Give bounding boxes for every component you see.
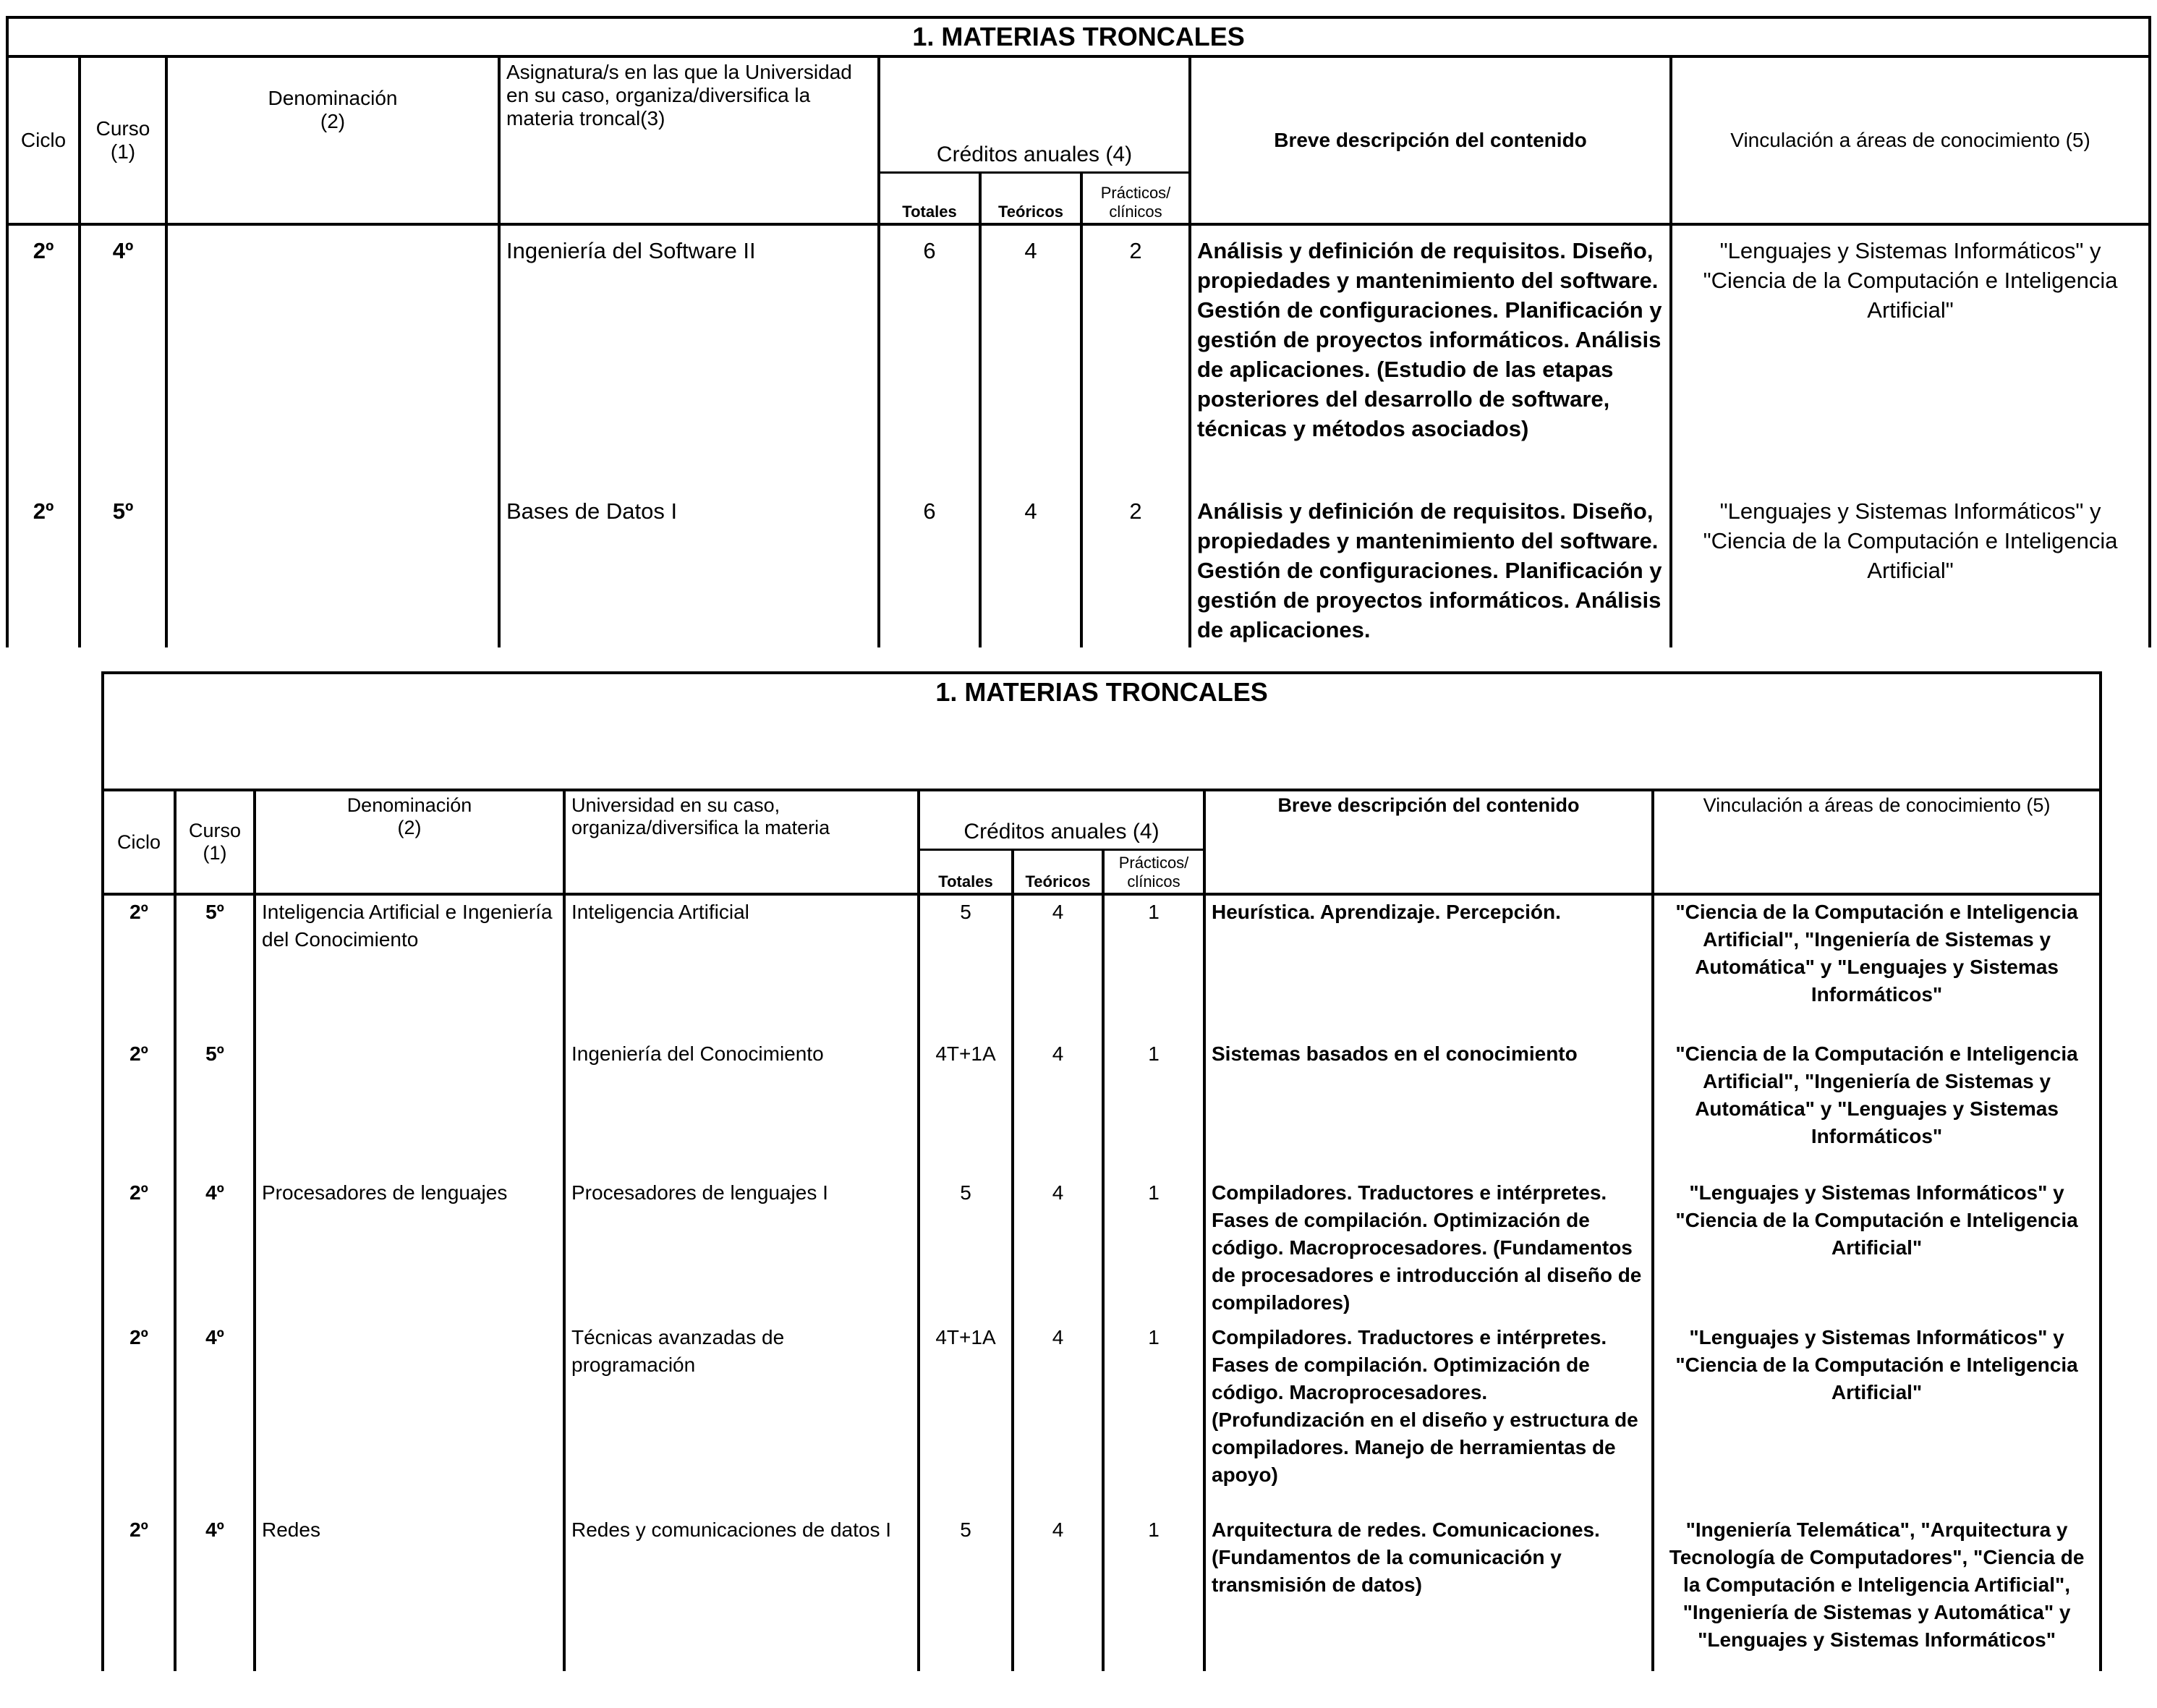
cell-denominacion: Inteligencia Artificial e Ingeniería del Conocimiento (255, 894, 564, 1037)
header-asignatura: Asignatura/s en las que la Universidad en su caso, organiza/diversifica la materia troncal(3) (499, 56, 879, 224)
header-creditos: Créditos anuales (4) (919, 790, 1204, 849)
cell-curso: 5º (80, 486, 166, 647)
cell-vinculacion: "Ciencia de la Computación e Inteligencia Artificial", "Ingeniería de Sistemas y Automática" y "Lenguajes y Sistemas Informáticos" (1653, 894, 2101, 1037)
troncales-table-1 (6, 16, 2151, 647)
cell-denominacion (166, 224, 499, 486)
cell-curso: 5º (175, 1037, 255, 1176)
header-asignatura: Universidad en su caso, organiza/diversifica la materia (564, 790, 919, 894)
header-vinculacion: Vinculación a áreas de conocimiento (5) (1671, 56, 2150, 224)
cell-teoricos: 4 (1013, 1037, 1103, 1176)
cell-denominacion: Procesadores de lenguajes (255, 1176, 564, 1321)
header-totales: Totales (879, 172, 980, 224)
cell-denominacion (255, 1321, 564, 1513)
cell-curso: 4º (175, 1321, 255, 1513)
cell-ciclo: 2º (7, 486, 80, 647)
cell-asignatura: Bases de Datos I (499, 486, 879, 647)
cell-curso: 4º (175, 1513, 255, 1671)
cell-practicos: 1 (1103, 1176, 1204, 1321)
cell-vinculacion: "Ingeniería Telemática", "Arquitectura y Tecnología de Computadores", "Ciencia de la Computación e Inteligencia Artificial", "Ingeniería de Sistemas y Automática" y "Lenguajes y Sistemas Informáticos" (1653, 1513, 2101, 1671)
header-curso: Curso (1) (175, 790, 255, 894)
header-practicos: Prácticos/ clínicos (1081, 172, 1190, 224)
cell-teoricos: 4 (1013, 1176, 1103, 1321)
cell-teoricos: 4 (980, 224, 1081, 486)
cell-teoricos: 4 (980, 486, 1081, 647)
table-row (103, 1321, 2101, 1513)
header-curso: Curso (1) (80, 56, 166, 224)
cell-denominacion (166, 486, 499, 647)
cell-descripcion: Compiladores. Traductores e intérpretes. Fases de compilación. Optimización de código. Macroprocesadores. (Profundización en el diseño y estructura de compiladores. Manejo de herramientas de apoyo) (1204, 1321, 1653, 1513)
table-title: 1. MATERIAS TRONCALES (7, 17, 2150, 56)
cell-curso: 4º (80, 224, 166, 486)
header-practicos: Prácticos/ clínicos (1103, 849, 1204, 894)
cell-descripcion: Análisis y definición de requisitos. Diseño, propiedades y mantenimiento del software. Gestión de configuraciones. Planificación y gestión de proyectos informáticos. Análisis de aplicaciones. (Estudio de las etapas posteriores del desarrollo de software, técnicas y métodos asociados) (1190, 224, 1671, 486)
cell-practicos: 1 (1103, 1513, 1204, 1671)
cell-totales: 4T+1A (919, 1037, 1013, 1176)
cell-totales: 5 (919, 1513, 1013, 1671)
cell-asignatura: Procesadores de lenguajes I (564, 1176, 919, 1321)
cell-descripcion: Heurística. Aprendizaje. Percepción. (1204, 894, 1653, 1037)
cell-practicos: 1 (1103, 894, 1204, 1037)
cell-ciclo: 2º (7, 224, 80, 486)
troncales-table-2 (101, 671, 2102, 1671)
cell-practicos: 1 (1103, 1037, 1204, 1176)
cell-descripcion: Sistemas basados en el conocimiento (1204, 1037, 1653, 1176)
cell-ciclo: 2º (103, 1037, 175, 1176)
cell-asignatura: Ingeniería del Software II (499, 224, 879, 486)
cell-totales: 6 (879, 486, 980, 647)
cell-descripcion: Análisis y definición de requisitos. Diseño, propiedades y mantenimiento del software. Gestión de configuraciones. Planificación y gestión de proyectos informáticos. Análisis de aplicaciones. (1190, 486, 1671, 647)
cell-totales: 6 (879, 224, 980, 486)
cell-totales: 4T+1A (919, 1321, 1013, 1513)
header-denominacion: Denominación (2) (255, 790, 564, 894)
header-totales: Totales (919, 849, 1013, 894)
cell-teoricos: 4 (1013, 1321, 1103, 1513)
cell-asignatura: Redes y comunicaciones de datos I (564, 1513, 919, 1671)
header-ciclo: Ciclo (103, 790, 175, 894)
cell-denominacion (255, 1037, 564, 1176)
cell-vinculacion: "Lenguajes y Sistemas Informáticos" y "Ciencia de la Computación e Inteligencia Artificial" (1671, 224, 2150, 486)
cell-descripcion: Arquitectura de redes. Comunicaciones. (Fundamentos de la comunicación y transmisión de datos) (1204, 1513, 1653, 1671)
cell-descripcion: Compiladores. Traductores e intérpretes. Fases de compilación. Optimización de código. Macroprocesadores. (Fundamentos de procesadores e introducción al diseño de compiladores) (1204, 1176, 1653, 1321)
cell-ciclo: 2º (103, 894, 175, 1037)
cell-curso: 4º (175, 1176, 255, 1321)
cell-practicos: 2 (1081, 486, 1190, 647)
table-row (103, 894, 2101, 1037)
cell-vinculacion: "Lenguajes y Sistemas Informáticos" y "Ciencia de la Computación e Inteligencia Artificial" (1653, 1321, 2101, 1513)
header-vinculacion: Vinculación a áreas de conocimiento (5) (1653, 790, 2101, 894)
table-title: 1. MATERIAS TRONCALES (103, 673, 2101, 790)
table-row (103, 1037, 2101, 1176)
cell-practicos: 1 (1103, 1321, 1204, 1513)
table-row (7, 224, 2150, 486)
header-denominacion: Denominación (2) (166, 56, 499, 224)
cell-asignatura: Inteligencia Artificial (564, 894, 919, 1037)
table-row (103, 1176, 2101, 1321)
header-creditos: Créditos anuales (4) (879, 56, 1190, 172)
table-row (103, 1513, 2101, 1671)
cell-ciclo: 2º (103, 1321, 175, 1513)
cell-ciclo: 2º (103, 1176, 175, 1321)
table-row (7, 486, 2150, 647)
cell-totales: 5 (919, 894, 1013, 1037)
cell-teoricos: 4 (1013, 1513, 1103, 1671)
header-ciclo: Ciclo (7, 56, 80, 224)
header-descripcion: Breve descripción del contenido (1190, 56, 1671, 224)
cell-vinculacion: "Lenguajes y Sistemas Informáticos" y "Ciencia de la Computación e Inteligencia Artificial" (1671, 486, 2150, 647)
header-descripcion: Breve descripción del contenido (1204, 790, 1653, 894)
cell-asignatura: Ingeniería del Conocimiento (564, 1037, 919, 1176)
cell-curso: 5º (175, 894, 255, 1037)
cell-vinculacion: "Lenguajes y Sistemas Informáticos" y "Ciencia de la Computación e Inteligencia Artificial" (1653, 1176, 2101, 1321)
cell-denominacion: Redes (255, 1513, 564, 1671)
header-teoricos: Teóricos (980, 172, 1081, 224)
cell-vinculacion: "Ciencia de la Computación e Inteligencia Artificial", "Ingeniería de Sistemas y Automática" y "Lenguajes y Sistemas Informáticos" (1653, 1037, 2101, 1176)
header-teoricos: Teóricos (1013, 849, 1103, 894)
cell-asignatura: Técnicas avanzadas de programación (564, 1321, 919, 1513)
cell-ciclo: 2º (103, 1513, 175, 1671)
cell-totales: 5 (919, 1176, 1013, 1321)
cell-teoricos: 4 (1013, 894, 1103, 1037)
cell-practicos: 2 (1081, 224, 1190, 486)
